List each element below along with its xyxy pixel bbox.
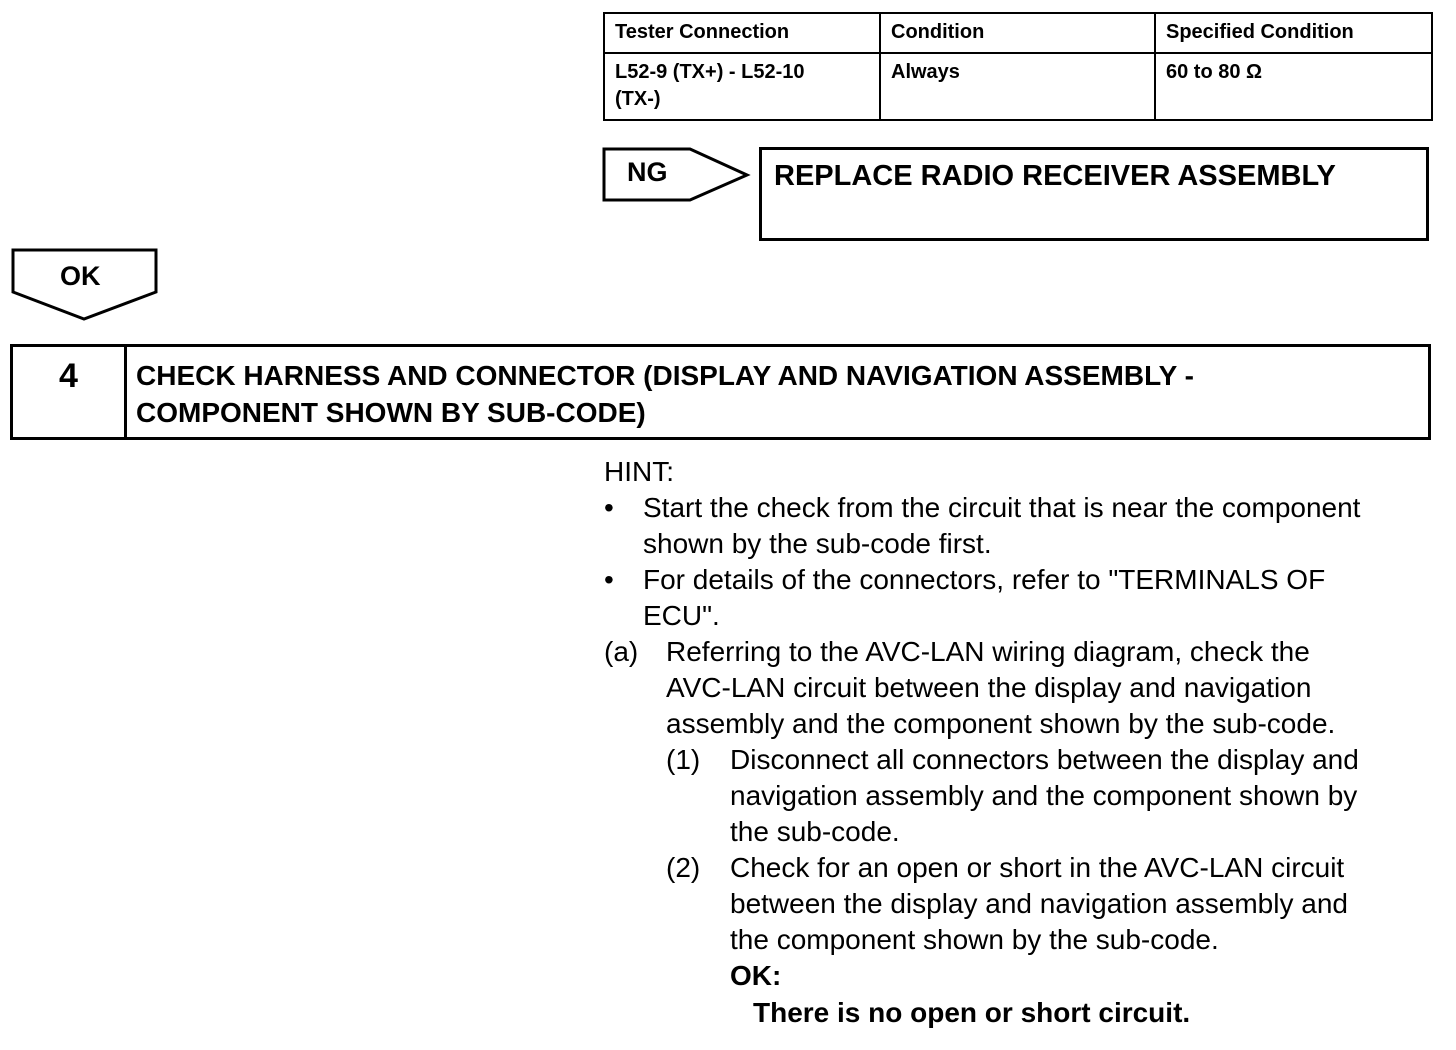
step-a-line2: AVC-LAN circuit between the display and navigation	[666, 672, 1312, 703]
step-title-line1: CHECK HARNESS AND CONNECTOR (DISPLAY AND NAVIGATION ASSEMBLY -	[136, 360, 1194, 391]
cell-condition: Always	[880, 53, 1155, 120]
spec-table	[603, 12, 1433, 121]
step-a-line3: assembly and the component shown by the sub-code.	[666, 708, 1336, 739]
substep-2-label: (2)	[666, 852, 701, 883]
tester-connection-line1: L52-9 (TX+) - L52-10	[615, 61, 805, 83]
substep-1-label: (1)	[666, 744, 701, 775]
step-title	[136, 357, 1416, 431]
step-a-label: (a)	[604, 636, 639, 667]
step-number: 4	[59, 357, 78, 395]
step-number-cell	[13, 347, 127, 437]
hint-bullet-1-line2: shown by the sub-code first.	[643, 528, 992, 559]
tester-connection-line2: (TX-)	[615, 88, 661, 110]
header-tester-connection: Tester Connection	[604, 13, 880, 53]
hint-bullet-2-line1: For details of the connectors, refer to "TERMINALS OF	[643, 564, 1326, 595]
step-title-line2: COMPONENT SHOWN BY SUB-CODE)	[136, 397, 646, 428]
ng-arrow-icon	[602, 147, 752, 203]
substep-1-line2: navigation assembly and the component shown by	[730, 780, 1358, 811]
substep-2-line1: Check for an open or short in the AVC-LAN circuit	[730, 852, 1345, 883]
hint-bullet-2-marker: •	[604, 564, 614, 595]
table-header-row	[604, 13, 1432, 53]
hint-bullet-1-line1: Start the check from the circuit that is near the component	[643, 492, 1361, 523]
cell-specified-condition: 60 to 80 Ω	[1155, 53, 1432, 120]
substep-1-line3: the sub-code.	[730, 816, 900, 847]
ng-label: NG	[627, 157, 668, 187]
ng-action-text: REPLACE RADIO RECEIVER ASSEMBLY	[774, 160, 1336, 192]
hint-bullet-1-marker: •	[604, 492, 614, 523]
substep-2-line3: the component shown by the sub-code.	[730, 924, 1219, 955]
table-row	[604, 53, 1432, 120]
ng-action-box	[759, 147, 1429, 241]
ok-label: OK	[60, 261, 101, 291]
ok-heading: OK:	[730, 960, 782, 991]
ok-result-text: There is no open or short circuit.	[753, 997, 1191, 1028]
step-a-line1: Referring to the AVC-LAN wiring diagram, check the	[666, 636, 1310, 667]
header-condition: Condition	[880, 13, 1155, 53]
hint-heading: HINT:	[604, 456, 674, 487]
hint-bullet-2-line2: ECU".	[643, 600, 720, 631]
step-header	[10, 344, 1431, 440]
cell-tester-connection	[604, 53, 880, 120]
substep-1-line1: Disconnect all connectors between the display and	[730, 744, 1359, 775]
header-specified-condition: Specified Condition	[1155, 13, 1432, 53]
substep-2-line2: between the display and navigation assembly and	[730, 888, 1348, 919]
